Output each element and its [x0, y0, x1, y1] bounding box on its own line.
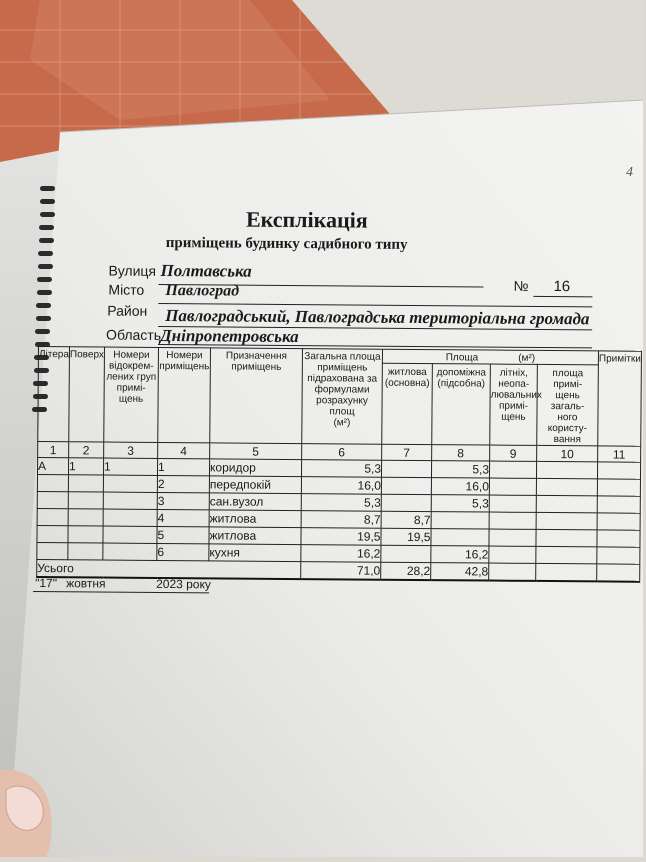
cell-litera — [37, 542, 68, 559]
document-subtitle: приміщень будинку садибного типу — [165, 235, 408, 253]
cell-total-area: 8,7 — [301, 511, 381, 529]
cell-purpose: житлова — [209, 527, 301, 545]
header-auxiliary-area: допоміжна (підсобна) — [432, 364, 491, 445]
cell-floor — [68, 543, 103, 560]
header-living-area: житлова (основна) — [382, 363, 433, 444]
column-number: 9 — [490, 445, 537, 461]
cell-room-number: 5 — [157, 526, 209, 543]
region-label: Область — [106, 326, 162, 343]
cell-summer-area — [489, 546, 536, 563]
cell-room-group — [103, 475, 157, 492]
cell-room-group — [103, 492, 157, 509]
column-number: 4 — [158, 442, 210, 458]
total-summer-sum — [489, 563, 536, 580]
cell-auxiliary-area: 5,3 — [431, 495, 489, 512]
cell-notes — [597, 547, 640, 564]
cell-purpose: коридор — [209, 459, 301, 477]
cell-living-area: 8,7 — [381, 511, 431, 528]
cell-floor: 1 — [68, 458, 103, 475]
cell-summer-area — [489, 478, 536, 495]
cell-common-area — [536, 461, 597, 478]
cell-floor — [68, 509, 103, 526]
cell-litera — [37, 491, 68, 508]
district-value: Павлоградський, Павлоградська територіальна громада — [165, 305, 590, 329]
header-common-area: площа примі- щень загаль- ного користу- вання — [537, 364, 599, 445]
cell-summer-area — [489, 529, 536, 546]
header-summer-area: літніх, неопа- лювальних примі- щень — [490, 364, 538, 445]
cell-summer-area — [489, 495, 536, 512]
total-auxiliary-sum: 42,8 — [431, 563, 489, 580]
column-number: 11 — [598, 446, 641, 462]
cell-summer-area — [489, 512, 536, 529]
column-number: 1 — [38, 442, 69, 458]
column-number: 8 — [432, 445, 490, 461]
handwritten-page-mark: 4 — [626, 165, 633, 180]
cell-auxiliary-area: 16,0 — [431, 478, 489, 495]
cell-room-number: 3 — [157, 492, 209, 509]
cell-notes — [597, 530, 640, 547]
cell-auxiliary-area: 16,2 — [431, 546, 489, 563]
header-purpose: Призначення приміщень — [210, 348, 303, 444]
house-number-value: 16 — [553, 278, 571, 296]
cell-auxiliary-area — [431, 529, 489, 546]
cell-living-area — [381, 460, 431, 477]
cell-notes — [597, 513, 640, 530]
cell-room-number: 6 — [157, 543, 209, 560]
cell-summer-area — [489, 461, 536, 478]
cell-auxiliary-area: 5,3 — [431, 461, 489, 478]
cell-common-area — [536, 529, 597, 546]
cell-litera — [37, 474, 68, 491]
cell-common-area — [536, 495, 597, 512]
header-total-area: Загальна площа приміщень підрахована за формулами розрахунку площ (м²) — [302, 349, 383, 445]
cell-notes — [597, 462, 640, 479]
date-day: "17" — [35, 575, 58, 591]
cell-notes — [597, 496, 640, 513]
cell-common-area — [536, 546, 597, 563]
cell-common-area — [536, 512, 597, 529]
column-number: 6 — [302, 444, 382, 461]
cell-room-group — [103, 526, 157, 543]
cell-room-number: 2 — [157, 475, 209, 492]
cell-room-group — [103, 543, 157, 560]
cell-purpose: кухня — [209, 544, 301, 562]
explication-table — [36, 346, 642, 582]
house-number-underline — [533, 296, 592, 297]
street-value: Полтавська — [160, 260, 252, 281]
cell-living-area — [381, 545, 431, 562]
column-number: 10 — [537, 445, 598, 461]
column-number: 7 — [382, 444, 432, 460]
header-area-label: Площа — [445, 352, 479, 364]
cell-room-number: 4 — [157, 509, 209, 526]
cell-living-area — [381, 477, 431, 494]
total-area-sum: 71,0 — [301, 562, 381, 580]
district-label: Район — [107, 302, 148, 319]
cell-room-number: 1 — [157, 458, 209, 475]
cell-floor — [68, 526, 103, 543]
cell-purpose: сан.вузол — [209, 493, 301, 511]
region-value: Дніпропетровська — [160, 325, 299, 347]
cell-total-area: 5,3 — [301, 494, 381, 512]
street-label: Вулиця — [108, 262, 157, 279]
header-floor: Поверх — [69, 347, 105, 442]
house-number-label: № — [513, 277, 529, 294]
header-notes: Примітки — [598, 351, 642, 446]
header-litera: Літера — [38, 347, 70, 442]
cell-room-group: 1 — [103, 458, 157, 475]
column-number: 3 — [104, 442, 158, 458]
cell-litera: А — [37, 458, 68, 475]
date-month: жовтня — [66, 576, 106, 591]
date-underline — [33, 591, 209, 593]
header-room-numbers: Номери приміщень — [158, 347, 211, 442]
header-area-unit: (м²) — [518, 352, 536, 364]
cell-total-area: 19,5 — [301, 528, 381, 546]
total-common-sum — [536, 563, 597, 580]
column-number: 5 — [210, 443, 302, 460]
cell-purpose: житлова — [209, 510, 301, 528]
city-value: Павлоград — [165, 281, 240, 300]
date-year: 2023 року — [156, 576, 211, 592]
cell-common-area — [536, 478, 597, 495]
city-label: Місто — [108, 281, 145, 298]
total-label: Усього — [37, 559, 301, 578]
total-notes — [597, 564, 640, 581]
header-room-groups: Номери відокрем- лених груп примі- щень — [104, 347, 159, 442]
cell-purpose: передпокій — [209, 476, 301, 494]
cell-total-area: 16,2 — [301, 545, 381, 563]
cell-floor — [68, 475, 103, 492]
cell-living-area — [381, 494, 431, 511]
cell-litera — [37, 525, 68, 542]
cell-litera — [37, 508, 68, 525]
cell-total-area: 16,0 — [301, 477, 381, 495]
document-title: Експлікація — [245, 206, 368, 233]
cell-notes — [597, 479, 640, 496]
cell-total-area: 5,3 — [301, 460, 381, 478]
total-row — [37, 559, 640, 581]
cell-auxiliary-area — [431, 512, 489, 529]
cell-room-group — [103, 509, 157, 526]
total-living-sum: 28,2 — [381, 562, 431, 579]
cell-floor — [68, 492, 103, 509]
column-number: 2 — [69, 442, 104, 458]
cell-living-area: 19,5 — [381, 528, 431, 545]
